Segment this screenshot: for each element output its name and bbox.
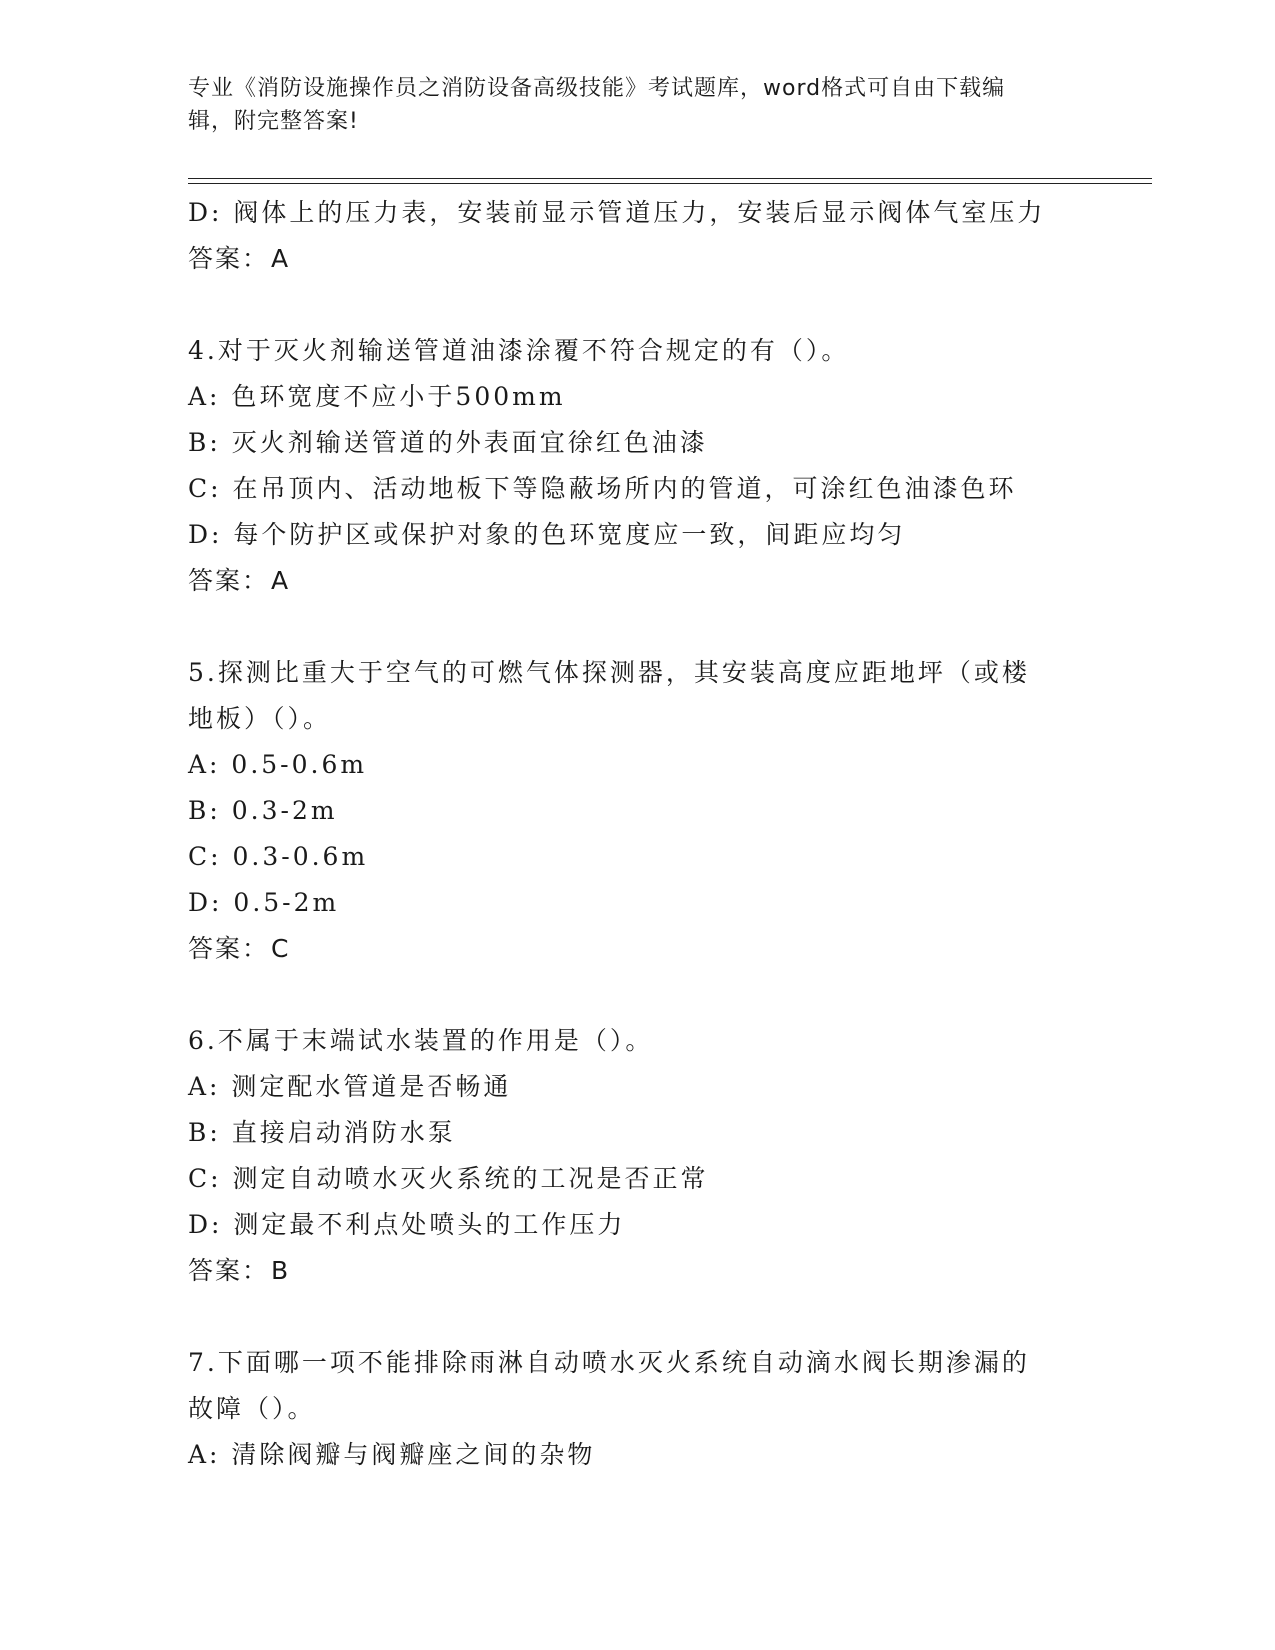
option-b: B: 直接启动消防水泵 (188, 1118, 456, 1147)
answer-value: C (271, 934, 291, 963)
option-d: D: 每个防护区或保护对象的色环宽度应一致，间距应均匀 (188, 520, 906, 549)
question-list (188, 190, 1088, 1478)
header-line-1: 专业《消防设施操作员之消防设备高级技能》考试题库，word格式可自由下载编 (188, 76, 1006, 101)
option-d: D: 0.5-2m (188, 888, 340, 917)
option-a: A: 0.5-0.6m (188, 750, 368, 779)
answer-label: 答案： (188, 244, 270, 273)
question-6 (188, 1018, 1088, 1294)
document-header (188, 72, 1088, 138)
answer-line (188, 558, 1088, 604)
answer-label: 答案： (188, 934, 270, 963)
option-c: C: 0.3-0.6m (188, 842, 369, 871)
option-d: D: 阀体上的压力表，安装前显示管道压力，安装后显示阀体气室压力 (188, 198, 1046, 227)
header-rule-top (188, 178, 1152, 179)
answer-line (188, 236, 1088, 282)
question-stem-continued: 故障（）。 (188, 1394, 316, 1423)
option-b: B: 灭火剂输送管道的外表面宜徐红色油漆 (188, 428, 708, 457)
answer-line (188, 1248, 1088, 1294)
header-line-2: 辑，附完整答案! (188, 109, 359, 134)
answer-label: 答案： (188, 566, 270, 595)
question-stem: 5.探测比重大于空气的可燃气体探测器，其安装高度应距地坪（或楼 (188, 658, 1030, 687)
question-4 (188, 328, 1088, 604)
question-5 (188, 650, 1088, 972)
answer-value: B (271, 1256, 291, 1285)
answer-value: A (271, 566, 291, 595)
question-7 (188, 1340, 1088, 1478)
answer-value: A (271, 244, 291, 273)
option-c: C: 测定自动喷水灭火系统的工况是否正常 (188, 1164, 709, 1193)
option-c: C: 在吊顶内、活动地板下等隐蔽场所内的管道，可涂红色油漆色环 (188, 474, 1017, 503)
question-stem-continued: 地板）（）。 (188, 704, 332, 733)
option-a: A: 清除阀瓣与阀瓣座之间的杂物 (188, 1440, 596, 1469)
option-d: D: 测定最不利点处喷头的工作压力 (188, 1210, 626, 1239)
answer-line (188, 926, 1088, 972)
question-stem: 4.对于灭火剂输送管道油漆涂覆不符合规定的有（）。 (188, 336, 850, 365)
option-a: A: 测定配水管道是否畅通 (188, 1072, 512, 1101)
header-rule-bottom (188, 183, 1152, 184)
question-stem: 7.下面哪一项不能排除雨淋自动喷水灭火系统自动滴水阀长期渗漏的 (188, 1348, 1030, 1377)
question-stem: 6.不属于末端试水装置的作用是（）。 (188, 1026, 654, 1055)
answer-label: 答案： (188, 1256, 270, 1285)
option-a: A: 色环宽度不应小于500mm (188, 382, 566, 411)
option-b: B: 0.3-2m (188, 796, 338, 825)
